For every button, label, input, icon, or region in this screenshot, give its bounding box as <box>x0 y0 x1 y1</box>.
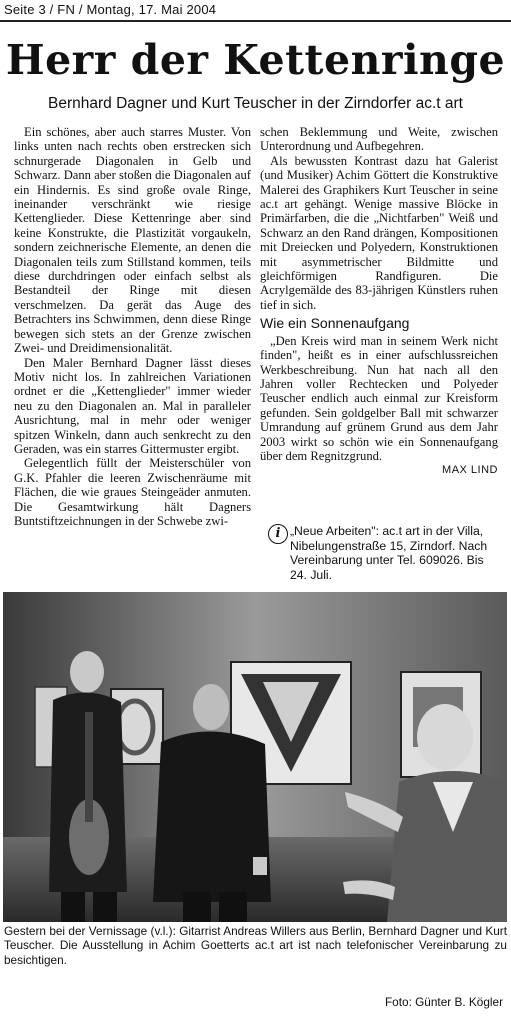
paragraph: schen Beklemmung und Weite, zwischen Unterordnung und Aufbegehren. <box>260 125 498 154</box>
paragraph: Als bewussten Kontrast dazu hat Galerist (und Musiker) Achim Göttert die Konstruktive Malerei des Graphikers Kurt Teuscher in seine ac.t art gehängt. Wenige massive Blöcke in Primärfarben, die die „Nichtfarben" Weiß und Schwarz an den Rand drängen, Kompositionen mit Dreiecken und Polyedern, Konstruktionen mit asymmetrischer Bildmitte und gleichförmigen Randfiguren. Die Acrylgemälde des 83-jährigen Künstlers ruhen tief in sich. <box>260 153 498 312</box>
event-info: „Neue Arbeiten": ac.t art in der Villa, Nibelungenstraße 15, Zirndorf. Nach Vereinbarung unter Tel. 609026. Bis 24. Juli. <box>290 524 488 582</box>
article-column-1 <box>14 125 251 528</box>
page-header: Seite 3 / FN / Montag, 17. Mai 2004 <box>4 2 217 17</box>
author-byline: MAX LIND <box>442 464 498 477</box>
photo-credit: Foto: Günter B. Kögler <box>384 995 503 1009</box>
section-heading: Wie ein Sonnenaufgang <box>260 315 410 332</box>
paragraph: Gelegentlich füllt der Meisterschüler von G.K. Pfahler die leeren Zwischenräume mit Flächen, die wie graues Steingeäder anmuten. Die Gesamtwirkung hält Dagners Buntstiftzeichnungen in der Schwebe zwi- <box>14 456 251 528</box>
photo-caption: Gestern bei der Vernissage (v.l.): Gitarrist Andreas Willers aus Berlin, Bernhard Dagner und Kurt Teuscher. Die Ausstellung in Achim Goetterts ac.t art ist nach telefonischer Vereinbarung zu besichtigen. <box>4 924 507 967</box>
paragraph: Ein schönes, aber auch starres Muster. Von links unten nach rechts oben erstrecken sich schnurgerade Diagonalen in Gelb und Schwarz. Dann aber stoßen die Diagonalen auf ein Hindernis. Es sind große ovale Ringe, ineinander verschränkt wie riesige Kettenglieder. Diese Kettenringe aber sind keine Konstrukte, die Plastizität vorgaukeln, sondern zeichnerische Elemente, an denen die Diagonalen teils zum Stillstand kommen, teils diese durchdringen oder einfach selbst als Bestandteil der Ringe mit diesen verschmelzen. Da gerät das Auge des Betrachters ins Schwimmen, denn diese Ringe bewegen sich stets an der Grenze zwischen Zwei- und Dreidimensionalität. <box>14 125 251 356</box>
subheadline: Bernhard Dagner und Kurt Teuscher in der Zirndorfer ac.t art <box>48 95 463 112</box>
paragraph: „Den Kreis wird man in seinem Werk nicht finden", heißt es in einer aufschlussreichen Werkbeschreibung. Nun hat nach all den Jahren voller Rechtecken und Polyeder Teuscher endlich auch einmal zur Kreisform gefunden. Sein goldgelber Ball mit schwarzer Umrandung auf grünem Grund aus dem Jahr 2003 wirkt so schön wie ein Sonnenaufgang über dem Regnitzgrund. <box>260 333 498 463</box>
paragraph: Den Maler Bernhard Dagner lässt dieses Motiv nicht los. In zahlreichen Variationen ordnet er die „Kettenglieder" immer wieder neu zu den Diagonalen an. Mal in paralleler Ausrichtung, mal in mehr oder weniger spitzen Winkeln, dann auch senkrecht zu den Geraden, was ein starres Gittermuster ergibt. <box>14 355 251 456</box>
info-icon: i <box>268 524 288 544</box>
photo-vernissage <box>3 592 507 922</box>
headline: Herr der Kettenringe <box>5 36 506 84</box>
photo-illustration <box>3 592 507 922</box>
article-column-2 <box>260 125 498 478</box>
header-rule <box>0 20 511 22</box>
